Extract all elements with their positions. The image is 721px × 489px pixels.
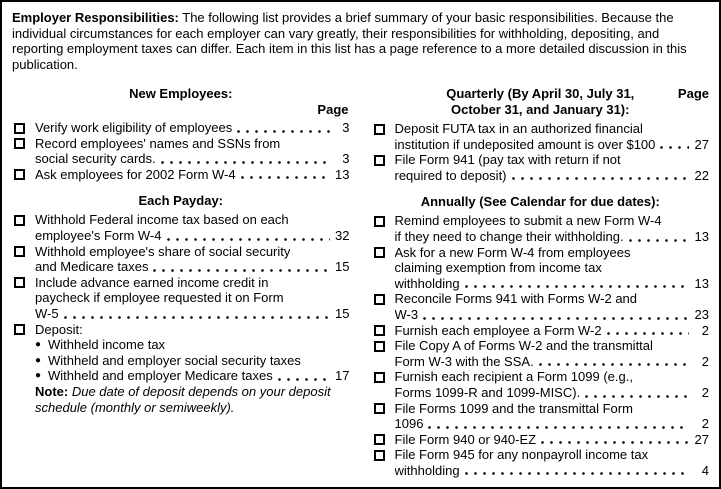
checklist-item: [372, 213, 710, 244]
item-text-line: [395, 401, 710, 417]
dot-leader: [660, 137, 689, 153]
page-number: 4: [701, 462, 709, 478]
item-text: required to deposit): [394, 167, 507, 183]
item-content: [35, 322, 350, 416]
item-content: [395, 432, 710, 448]
item-text-line: [35, 120, 350, 136]
item-text: Withhold Federal income tax based on each: [35, 212, 289, 228]
checkbox-icon[interactable]: [374, 325, 385, 336]
column-right: [372, 86, 710, 478]
heading-line: Annually (See Calendar for due dates):: [420, 194, 660, 210]
page-number: 13: [694, 275, 709, 291]
item-text-line: [35, 259, 350, 275]
item-text: Verify work eligibility of employees: [35, 120, 233, 135]
checklist-items: [372, 213, 710, 478]
bullet-icon: ●: [35, 370, 42, 382]
item-text-line: [395, 260, 710, 276]
checkbox-icon[interactable]: [374, 124, 385, 135]
heading-line: October 31, and January 31):: [451, 102, 630, 117]
intro-text: The following list provides a brief summary of your basic responsibilities. Because the individual circumstances for each employer can vary greatly, their responsibilities for withholding, depositing, and reporting employment taxes can differ. Each item in this list has a page reference to a more detailed discussion in this publication.: [12, 10, 687, 72]
intro-paragraph: [12, 10, 709, 72]
dot-leader: [167, 228, 330, 244]
item-text-line: [395, 307, 710, 323]
page-number: 13: [694, 228, 709, 244]
item-text: withholding: [394, 462, 460, 478]
section-right-1: [372, 194, 710, 478]
checklist-item: [12, 136, 350, 167]
item-text-line: [395, 338, 710, 354]
item-text-line: [395, 463, 710, 479]
item-text: 1096: [394, 416, 424, 432]
note-text: Due date of deposit depends on your deposit schedule (monthly or semiweekly).: [35, 383, 331, 415]
item-text: Withhold employee's share of social security: [35, 243, 291, 259]
item-text: claiming exemption from income tax: [394, 260, 602, 276]
dot-leader: [423, 307, 689, 323]
checklist-item: [372, 323, 710, 339]
item-text: Include advance earned income credit in: [35, 274, 269, 290]
checklist-item: [12, 120, 350, 136]
intro-label: Employer Responsibilities:: [12, 10, 179, 25]
checklist-items: [372, 121, 710, 183]
checkbox-icon[interactable]: [374, 372, 385, 383]
bullet-icon: ●: [35, 354, 42, 366]
item-content: [35, 244, 350, 275]
item-text-line: [35, 151, 350, 167]
item-text-line: [395, 385, 710, 401]
dot-leader: [585, 385, 689, 401]
item-text-line: [395, 447, 710, 463]
item-text-line: [395, 245, 710, 261]
checklist-item: [372, 369, 710, 400]
checklist-item: [372, 152, 710, 183]
item-text: withholding: [394, 275, 460, 291]
item-text: W-3: [394, 306, 419, 322]
dot-leader: [153, 259, 329, 275]
item-text-line: [395, 152, 710, 168]
item-content: [35, 120, 350, 136]
item-text: employee's Form W-4: [35, 227, 162, 243]
column-left: [12, 86, 350, 478]
checkbox-icon[interactable]: [14, 215, 25, 226]
item-text-line: [395, 354, 710, 370]
item-text-line: [35, 212, 350, 228]
item-text: institution if undeposited amount is over $100: [394, 136, 656, 152]
section-right-0: [372, 86, 710, 183]
item-content: [395, 291, 710, 322]
item-content: [35, 275, 350, 322]
item-text-line: [395, 416, 710, 432]
item-content: [395, 323, 710, 339]
checkbox-icon[interactable]: [374, 341, 385, 352]
item-text: and Medicare taxes: [35, 259, 149, 275]
item-content: [35, 212, 350, 243]
dot-leader: [541, 432, 689, 448]
section-heading: [12, 193, 350, 209]
bullet-line: [35, 337, 350, 353]
item-text: Ask for a new Form W-4 from employees: [394, 244, 631, 260]
checkbox-icon[interactable]: [14, 277, 25, 288]
checkbox-icon[interactable]: [374, 247, 385, 258]
item-text-line: [395, 137, 710, 153]
dot-leader: [161, 151, 330, 167]
item-text-line: [35, 244, 350, 260]
item-text-line: [395, 291, 710, 307]
item-text-line: [395, 432, 710, 448]
checkbox-icon[interactable]: [14, 123, 25, 134]
checkbox-icon[interactable]: [374, 450, 385, 461]
item-text: File Copy A of Forms W-2 and the transmittal: [394, 338, 653, 354]
item-text: social security cards.: [35, 151, 156, 167]
page-number: 27: [694, 136, 709, 152]
dot-leader: [278, 368, 330, 384]
item-text-line: [35, 228, 350, 244]
item-text: Deposit:: [35, 321, 83, 337]
item-content: [35, 167, 350, 183]
checklist-item: [12, 322, 350, 416]
item-content: [395, 213, 710, 244]
checklist-columns: [12, 86, 709, 478]
item-content: [395, 245, 710, 292]
item-text-line: [395, 121, 710, 137]
page-column-label: Page: [317, 102, 349, 117]
checklist-item: [12, 275, 350, 322]
item-text: Forms 1099-R and 1099-MISC).: [394, 384, 581, 400]
item-text: Form W-3 with the SSA.: [394, 353, 534, 369]
checklist-item: [372, 121, 710, 152]
checklist-item: [372, 291, 710, 322]
item-text-line: [35, 167, 350, 183]
dot-leader: [241, 167, 330, 183]
item-text-line: [35, 136, 350, 152]
checklist-item: [372, 447, 710, 478]
checkbox-icon[interactable]: [374, 216, 385, 227]
dot-leader: [428, 416, 689, 432]
checkbox-icon[interactable]: [14, 324, 25, 335]
section-heading: [372, 194, 710, 210]
item-content: [395, 369, 710, 400]
item-text-line: [395, 213, 710, 229]
checklist-item: [12, 212, 350, 243]
page-number: 13: [335, 166, 350, 182]
checklist-item: [12, 167, 350, 183]
item-text-line: [395, 229, 710, 245]
page-number: 2: [701, 322, 709, 338]
page-number: 27: [694, 431, 709, 447]
checkbox-icon[interactable]: [14, 246, 25, 257]
dot-leader: [465, 276, 689, 292]
section-left-0: [12, 86, 350, 182]
item-text: File Forms 1099 and the transmittal Form: [394, 400, 633, 416]
checklist-items: [12, 212, 350, 415]
item-text-line: [395, 323, 710, 339]
heading-line: New Employees:: [129, 86, 233, 101]
item-text-line: [35, 290, 350, 306]
bullet-line: [35, 353, 350, 369]
item-content: [395, 447, 710, 478]
item-text: Remind employees to submit a new Form W-4: [394, 213, 662, 229]
item-text: Furnish each employee a Form W-2: [394, 322, 602, 338]
item-text: Ask employees for 2002 Form W-4: [35, 166, 236, 182]
item-content: [395, 338, 710, 369]
page-number: 2: [701, 353, 709, 369]
item-content: [395, 401, 710, 432]
page-number: 17: [335, 368, 350, 384]
dot-leader: [64, 306, 330, 322]
item-text-line: [35, 275, 350, 291]
note: [35, 384, 350, 415]
page-number: 22: [694, 167, 709, 183]
section-heading: [12, 86, 350, 102]
item-text-line: [395, 276, 710, 292]
page-number: 2: [701, 384, 709, 400]
bullet-text: Withheld and employer social security taxes: [48, 352, 301, 368]
item-text: paycheck if employee requested it on Form: [35, 290, 284, 306]
dot-leader: [539, 354, 689, 370]
checkbox-icon[interactable]: [14, 169, 25, 180]
dot-leader: [512, 168, 689, 184]
item-text: Record employees' names and SSNs from: [35, 135, 281, 151]
item-text: File Form 940 or 940-EZ: [394, 431, 537, 447]
page-column-label: Page: [677, 86, 709, 101]
page-number: 3: [342, 120, 350, 135]
heading-line: Quarterly (By April 30, July 31,: [446, 86, 635, 101]
checklist-item: [12, 244, 350, 275]
page-number: 15: [335, 305, 350, 321]
dot-leader: [607, 323, 689, 339]
item-text: W-5: [35, 305, 59, 321]
item-text: Furnish each recipient a Form 1099 (e.g.,: [394, 369, 633, 385]
item-text: Deposit FUTA tax in an authorized financial: [394, 121, 643, 136]
page-number: 15: [335, 259, 350, 275]
item-content: [395, 152, 710, 183]
item-text-line: [395, 369, 710, 385]
checkbox-icon[interactable]: [14, 138, 25, 149]
checkbox-icon[interactable]: [374, 434, 385, 445]
page-number: 2: [701, 416, 709, 432]
section-left-1: [12, 193, 350, 415]
checklist-item: [372, 245, 710, 292]
checkbox-icon[interactable]: [374, 294, 385, 305]
item-content: [35, 136, 350, 167]
checkbox-icon[interactable]: [374, 403, 385, 414]
checklist-item: [372, 432, 710, 448]
bullet-text: Withheld and employer Medicare taxes: [48, 368, 273, 384]
item-text-line: [35, 322, 350, 338]
page-number: 32: [335, 227, 350, 243]
item-text-line: [35, 306, 350, 322]
note-label: Note:: [35, 383, 69, 399]
item-text: File Form 945 for any nonpayroll income tax: [394, 447, 649, 463]
section-heading: [372, 86, 710, 118]
dot-leader: [465, 463, 689, 479]
item-text: File Form 941 (pay tax with return if not: [394, 152, 621, 168]
page-number: 3: [342, 151, 350, 167]
dot-leader: [629, 229, 689, 245]
checklist-items: [12, 120, 350, 182]
item-text-line: [395, 168, 710, 184]
dot-leader: [237, 120, 329, 136]
heading-line: Each Payday:: [138, 193, 224, 209]
checkbox-icon[interactable]: [374, 155, 385, 166]
checklist-item: [372, 401, 710, 432]
page-number: 23: [694, 306, 709, 322]
bullet-text: Withheld income tax: [48, 337, 166, 353]
item-text: Reconcile Forms 941 with Forms W-2 and: [394, 291, 638, 307]
bullet-icon: ●: [35, 339, 42, 351]
item-content: [395, 121, 710, 152]
checklist-item: [372, 338, 710, 369]
item-text: if they need to change their withholding.: [394, 228, 624, 244]
bullet-line: [35, 368, 350, 384]
